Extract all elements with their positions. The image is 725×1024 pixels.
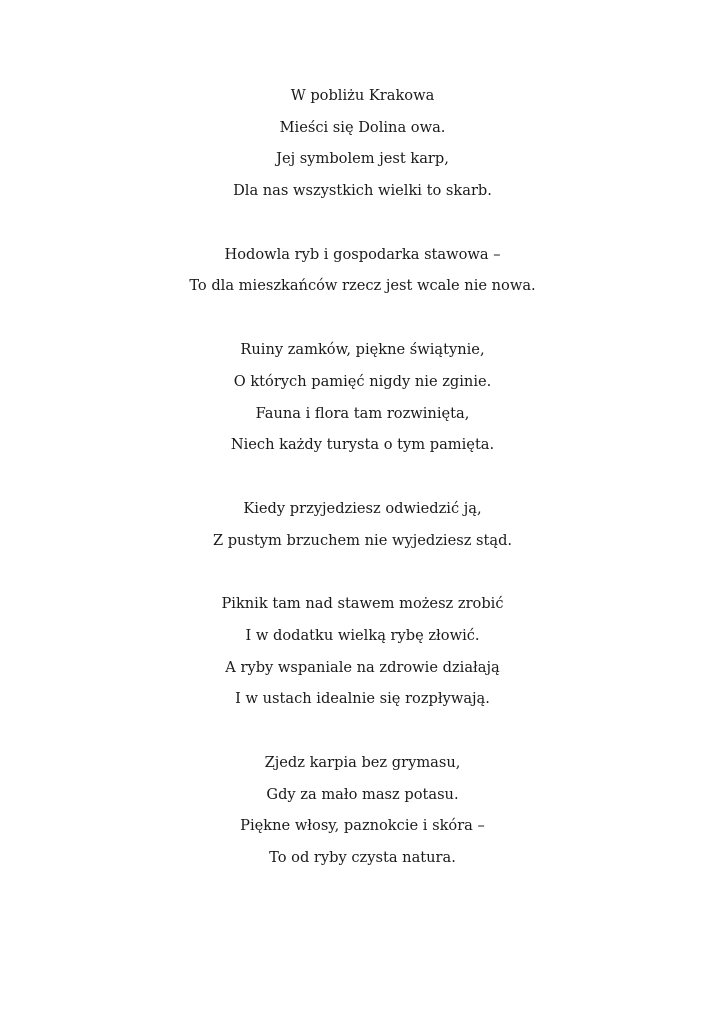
- poem-line: Piknik tam nad stawem możesz zrobić: [221, 595, 504, 613]
- poem-line: Fauna i flora tam rozwinięta,: [255, 404, 470, 422]
- stanza-4: [0, 497, 725, 560]
- stanza-3: [0, 338, 725, 465]
- poem-line: Kiedy przyjedziesz odwiedzić ją,: [243, 499, 482, 517]
- poem-line: To dla mieszkańców rzecz jest wcale nie nowa.: [189, 277, 536, 295]
- poem-line: Ruiny zamków, piękne świątynie,: [240, 341, 485, 359]
- poem-line: O których pamięć nigdy nie zginie.: [233, 372, 492, 390]
- poem-line: Jej symbolem jest karp,: [276, 150, 449, 168]
- poem-line: A ryby wspaniale na zdrowie działają: [225, 658, 500, 676]
- poem-line: Gdy za mało masz potasu.: [266, 785, 459, 803]
- poem: [0, 84, 725, 910]
- poem-line: W pobliżu Krakowa: [290, 87, 435, 104]
- poem-line: To od ryby czysta natura.: [269, 849, 456, 867]
- poem-line: Niech każdy turysta o tym pamięta.: [230, 436, 495, 454]
- poem-line: I w dodatku wielką rybę złowić.: [245, 626, 480, 644]
- stanza-2: [0, 243, 725, 306]
- stanza-1: [0, 84, 725, 211]
- stanza-5: [0, 592, 725, 719]
- poem-line: Zjedz karpia bez grymasu,: [264, 754, 461, 771]
- poem-line: Dla nas wszystkich wielki to skarb.: [233, 182, 492, 200]
- stanza-6: [0, 751, 725, 878]
- poem-line: Mieści się Dolina owa.: [279, 118, 446, 136]
- poem-line: Piękne włosy, paznokcie i skóra –: [240, 817, 485, 835]
- poem-line: Hodowla ryb i gospodarka stawowa –: [224, 245, 501, 263]
- poem-line: Z pustym brzuchem nie wyjedziesz stąd.: [212, 531, 513, 549]
- poem-line: I w ustach idealnie się rozpływają.: [235, 690, 490, 708]
